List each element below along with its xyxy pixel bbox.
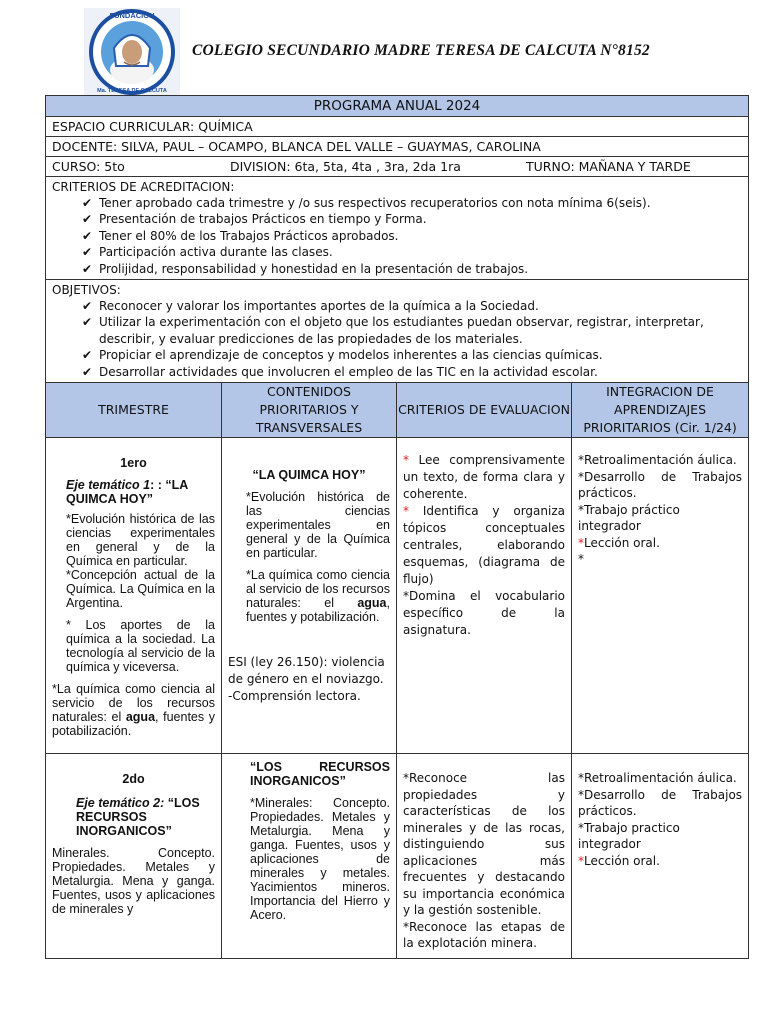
- checkmark-icon: ✔: [82, 228, 93, 243]
- row1-trimestre: [46, 438, 222, 754]
- row1-criterios: [397, 438, 572, 754]
- row1-integracion: [572, 438, 749, 754]
- contenidos-title: “LA QUIMCA HOY”: [252, 468, 366, 483]
- list-item: ✔ Utilizar la experimentación con el objeto que los estudiantes puedan observar, registrar, interpretar, describir, y evaluar predicciones de las propiedades de los materiales.: [82, 315, 704, 346]
- paragraph: *Evolución histórica de las ciencias experimentales en general y de la Química en particular.: [246, 490, 390, 561]
- paragraph: *Lección oral.: [578, 535, 660, 550]
- checkmark-icon: ✔: [82, 245, 93, 260]
- header-trimestre: TRIMESTRE: [46, 383, 222, 438]
- svg-text:Ma. TERESA DE CALCUTA: Ma. TERESA DE CALCUTA: [97, 88, 167, 94]
- header-contenidos: CONTENIDOS PRIORITARIOS Y TRANSVERSALES: [222, 383, 397, 438]
- paragraph: *Trabajo practico integrador: [578, 820, 680, 852]
- row1-contenidos: [222, 438, 397, 754]
- paragraph: *Trabajo práctico integrador: [578, 502, 680, 534]
- list-item: ✔ Propiciar el aprendizaje de conceptos y modelos inherentes a las ciencias químicas.: [82, 348, 603, 363]
- checkmark-icon: ✔: [82, 299, 93, 314]
- division: DIVISION: 6ta, 5ta, 4ta , 3ra, 2da 1ra: [230, 159, 461, 174]
- docentes: DOCENTE: SILVA, PAUL – OCAMPO, BLANCA DEL VALLE – GUAYMAS, CAROLINA: [46, 137, 749, 157]
- paragraph: * Identifica y organiza tópicos conceptuales centrales, elaborando esquemas, (diagrama de flujo): [403, 504, 565, 587]
- row2-trimestre: [46, 754, 222, 959]
- checkmark-icon: ✔: [82, 315, 93, 330]
- eje-tematico: Eje temático 2: “LOS RECURSOS INORGANICOS”: [76, 796, 200, 839]
- objetivos-title: OBJETIVOS:: [52, 283, 121, 298]
- contenidos-title: “LOS RECURSOS INORGANICOS”: [250, 760, 390, 789]
- criterios-title: CRITERIOS DE ACREDITACION:: [52, 180, 235, 194]
- paragraph: * Lee comprensivamente un texto, de forma clara y coherente.: [403, 453, 565, 502]
- row2-integracion: [572, 754, 749, 959]
- paragraph: *La química como ciencia al servicio de los recursos naturales: el agua, fuentes y potabilización.: [246, 568, 390, 625]
- esi-text: ESI (ley 26.150): violencia de género en el noviazgo.: [228, 655, 385, 687]
- paragraph: *Reconoce las propiedades y características de los minerales y de las rocas, distinguiendo sus aplicaciones más frecuentes y destacando su importancia económica y la gestión sostenible.: [403, 771, 565, 918]
- paragraph: *Concepción actual de la Química. La Química en la Argentina.: [66, 568, 215, 611]
- paragraph: *Lección oral.: [578, 853, 660, 868]
- paragraph: *Evolución histórica de las ciencias experimentales en general y de la Química en particular.: [66, 512, 215, 569]
- course-info: [46, 157, 749, 177]
- eje-tematico: Eje temático 1: : “LA QUIMCA HOY”: [66, 478, 188, 507]
- list-item: ✔ Tener aprobado cada trimestre y /o sus respectivos recuperatorios con nota mínima 6(seis).: [82, 196, 651, 210]
- trimestre-label: 2do: [122, 772, 145, 787]
- list-item: ✔ Presentación de trabajos Prácticos en tiempo y Forma.: [82, 212, 427, 227]
- comprension-text: -Comprensión lectora.: [228, 689, 361, 704]
- paragraph: *Retroalimentación áulica.: [578, 771, 737, 786]
- paragraph: *Desarrollo de Trabajos prácticos.: [578, 469, 743, 501]
- checkmark-icon: ✔: [82, 196, 93, 210]
- program-document: [45, 95, 748, 959]
- paragraph: * Los aportes de la química a la sociedad. La tecnología al servicio de la química y viceversa.: [66, 618, 215, 675]
- row2-criterios: [397, 754, 572, 959]
- program-table: [45, 95, 749, 959]
- school-logo: [84, 8, 180, 96]
- paragraph: *Domina el vocabulario específico de la asignatura.: [403, 589, 565, 638]
- checkmark-icon: ✔: [82, 348, 93, 363]
- turno: TURNO: MAÑANA Y TARDE: [526, 159, 691, 174]
- row2-contenidos: [222, 754, 397, 959]
- list-item: ✔ Participación activa durante las clases.: [82, 245, 333, 260]
- criterios-acreditacion: [46, 177, 749, 280]
- paragraph: *La química como ciencia al servicio de los recursos naturales: el agua, fuentes y potabilización.: [52, 682, 215, 739]
- list-item: ✔ Desarrollar actividades que involucren el empleo de las TIC en la actividad escolar.: [82, 364, 598, 379]
- list-item: ✔ Reconocer y valorar los importantes aportes de la química a la Sociedad.: [82, 299, 539, 314]
- paragraph: *Reconoce las etapas de la explotación minera.: [403, 919, 565, 951]
- paragraph: *: [578, 552, 584, 567]
- program-title: PROGRAMA ANUAL 2024: [46, 96, 749, 117]
- school-name: COLEGIO SECUNDARIO MADRE TERESA DE CALCUTA N°8152: [192, 42, 650, 59]
- list-item: ✔ Prolijidad, responsabilidad y honestidad en la presentación de trabajos.: [82, 261, 529, 276]
- objetivos: [46, 280, 749, 383]
- paragraph: Minerales. Concepto. Propiedades. Metales y Metalurgia. Mena y ganga. Fuentes, usos y aplicaciones de minerales y: [52, 846, 215, 917]
- espacio-curricular: ESPACIO CURRICULAR: QUÍMICA: [46, 117, 749, 137]
- checkmark-icon: ✔: [82, 212, 93, 227]
- header-criterios: CRITERIOS DE EVALUACION: [397, 383, 572, 438]
- curso: CURSO: 5to: [52, 159, 125, 174]
- paragraph: *Desarrollo de Trabajos prácticos.: [578, 787, 743, 819]
- trimestre-label: 1ero: [120, 456, 147, 471]
- list-item: ✔ Tener el 80% de los Trabajos Prácticos aprobados.: [82, 228, 399, 243]
- checkmark-icon: ✔: [82, 364, 93, 379]
- paragraph: *Retroalimentación áulica.: [578, 453, 737, 468]
- checkmark-icon: ✔: [82, 261, 93, 276]
- header-integracion: INTEGRACION DE APRENDIZAJES PRIORITARIOS (Cir. 1/24): [572, 383, 749, 438]
- svg-text:FUNDACION: FUNDACION: [109, 11, 155, 20]
- paragraph: *Minerales: Concepto. Propiedades. Metales y Metalurgia. Mena y ganga. Fuentes, usos y aplicaciones de minerales y metales. Yacimientos mineros. Importancia del Hierro y Acero.: [250, 796, 390, 923]
